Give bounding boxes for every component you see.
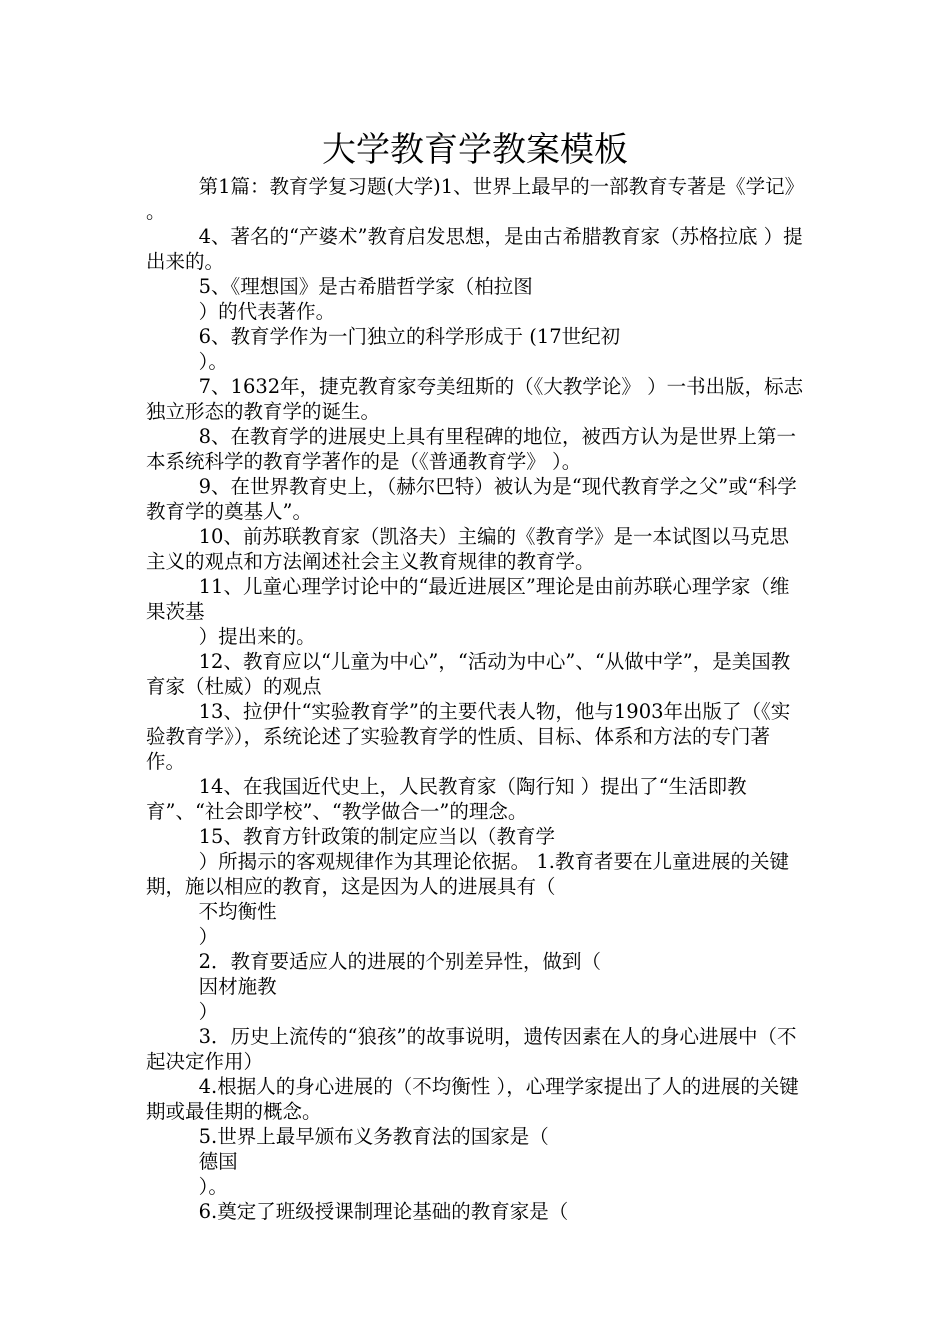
document-body [146, 174, 808, 1224]
paragraph: ）的代表著作。 [198, 300, 336, 323]
paragraph: ）。 [198, 350, 228, 373]
document-title: 大学教育学教案模板 [322, 130, 628, 170]
paragraph: 11、儿童心理学讨论中的“最近进展区”理论是由前苏联心理学家（维果茨基 [146, 575, 790, 623]
paragraph: 3．历史上流传的“狼孩”的故事说明，遗传因素在人的身心进展中（不起决定作用） [146, 1025, 797, 1073]
paragraph: ） [198, 1000, 219, 1023]
paragraph: 德国 [198, 1150, 238, 1173]
paragraph: 14、在我国近代史上，人民教育家（陶行知 ）提出了“生活即教育”、“社会即学校”、“教学做合一”的理念。 [146, 775, 747, 823]
paragraph: 6、教育学作为一门独立的科学形成于 (17世纪初 [198, 325, 621, 348]
paragraph: 6.奠定了班级授课制理论基础的教育家是（ [198, 1200, 569, 1223]
paragraph: ）。 [198, 1175, 228, 1198]
paragraph: 第1篇：教育学复习题(大学)1、世界上最早的一部教育专著是《学记》 。 [146, 175, 805, 223]
paragraph: 13、拉伊什“实验教育学”的主要代表人物，他与1903年出版了（《实验教育学》），系统论述了实验教育学的性质、目标、体系和方法的专门著作。 [146, 700, 791, 773]
paragraph: 不均衡性 [198, 900, 277, 923]
paragraph: 因材施教 [198, 975, 277, 998]
paragraph: ）提出来的。 [198, 625, 316, 648]
paragraph: 7、1632年，捷克教育家夸美纽斯的（《大教学论》 ）一书出版，标志独立形态的教育学的诞生。 [146, 375, 804, 423]
paragraph: 12、教育应以“儿童为中心”，“活动为中心”、“从做中学”，是美国教育家（杜威）的观点 [146, 650, 791, 698]
paragraph: 4、著名的“产婆术”教育启发思想，是由古希腊教育家（苏格拉底 ）提出来的。 [146, 225, 803, 273]
paragraph: ）所揭示的客观规律作为其理论依据。 1.教育者要在儿童进展的关键期，施以相应的教育，这是因为人的进展具有（ [146, 850, 789, 898]
paragraph: 5.世界上最早颁布义务教育法的国家是（ [198, 1125, 549, 1148]
paragraph: 5、《理想国》是古希腊哲学家（柏拉图 [198, 275, 533, 298]
paragraph: 15、教育方针政策的制定应当以（教育学 [198, 825, 555, 848]
paragraph: 8、在教育学的进展史上具有里程碑的地位，被西方认为是世界上第一本系统科学的教育学著作的是（《普通教育学》 ）。 [146, 425, 797, 473]
paragraph: 10、前苏联教育家（凯洛夫）主编的《教育学》是一本试图以马克思主义的观点和方法阐述社会主义教育规律的教育学。 [146, 525, 789, 573]
paragraph: ） [198, 925, 219, 948]
paragraph: 9、在世界教育史上，（赫尔巴特）被认为是“现代教育学之父”或“科学教育学的奠基人”。 [146, 475, 797, 523]
paragraph: 4.根据人的身心进展的（不均衡性 ），心理学家提出了人的进展的关键期或最佳期的概念。 [146, 1075, 799, 1123]
paragraph: 2．教育要适应人的进展的个别差异性，做到（ [198, 950, 602, 973]
